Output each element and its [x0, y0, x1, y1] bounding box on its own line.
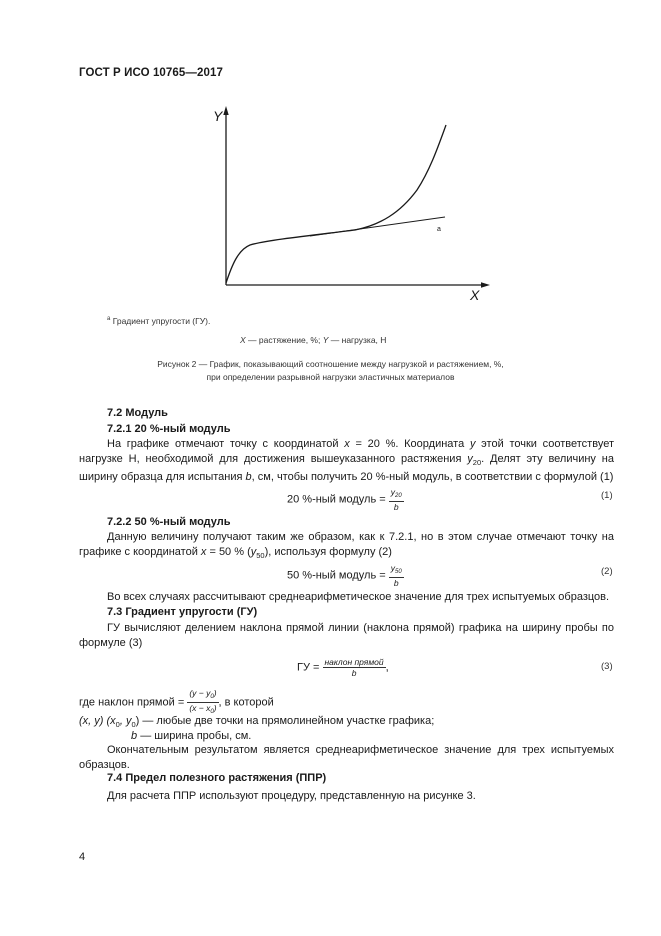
section-7-2-1-title: 7.2.1 20 %-ный модуль: [107, 423, 231, 435]
formula-3-fraction: $\frac{\text{наклон прямой}}{b}$: [324, 657, 384, 678]
y-axis-label: Y: [213, 108, 223, 124]
formula-2: 50 %-ный модуль = $\frac{y_{50}}{b}$: [287, 563, 402, 588]
formula-3: ГУ = $\frac{\text{наклон прямой}}{b}$ ,: [297, 657, 389, 678]
formula-1-fraction: $\frac{y_{20}}{b}$: [390, 487, 402, 512]
section-7-2-1-paragraph: На графике отмечают точку с координатой x = 20 %. Координата y этой точки соответствует нагрузке Н, необходимой для достижения вышеуказанного растяжения $y_{20}$. Делят эту величину на ширину образца для испытания b, см, чтобы получить 20 %-ный модуль, в соответствии с формулой (1): [79, 438, 614, 483]
definition-width: b — ширина пробы, см.: [131, 730, 252, 742]
x-axis-arrow: [481, 282, 490, 287]
figure-caption: [0, 358, 661, 384]
document-code: ГОСТ Р ИСО 10765—2017: [79, 67, 224, 79]
section-7-2-title: 7.2 Модуль: [107, 407, 168, 419]
final-result-paragraph: Окончательным результатом является среднеарифметическое значение для трех испытуемых образцов.: [79, 744, 614, 771]
tangent-marker: а: [437, 226, 441, 233]
section-7-2-2-paragraph: Данную величину получают таким же образом, как к 7.2.1, но в этом случае отмечают точку на графике с координатой x = 50 % $(y_{50})$, используя формулу (2): [79, 531, 614, 560]
footnote-mark: а: [107, 316, 111, 323]
legend-y-text: — нагрузка, Н: [330, 335, 387, 345]
all-cases-paragraph: Во всех случаях рассчитывают среднеарифметическое значение для трех испытуемых образцов.: [107, 591, 610, 603]
slope-definition: где наклон прямой = $\frac{(y - y_0)}{(x - x_0)}$ , в которой: [79, 688, 274, 715]
caption-line-2: при определении разрывной нагрузки эластичных материалов: [206, 372, 455, 382]
section-7-4-title: 7.4 Предел полезного растяжения (ППР): [107, 772, 327, 784]
caption-line-1: Рисунок 2 — График, показывающий соотношение между нагрузкой и растяжением, %,: [157, 359, 504, 369]
y-axis-arrow: [223, 106, 228, 115]
formula-2-number: (2): [601, 566, 613, 577]
footnote-text: Градиент упругости (ГУ).: [112, 316, 211, 326]
formula-3-number: (3): [601, 661, 613, 672]
x-axis-label: X: [470, 287, 480, 303]
section-7-4-paragraph: Для расчета ППР используют процедуру, представленную на рисунке 3.: [107, 790, 476, 802]
slope-fraction: $\frac{(y - y_0)}{(x - x_0)}$: [189, 688, 217, 715]
formula-1-number: (1): [601, 490, 613, 501]
section-7-3-paragraph: ГУ вычисляют делением наклона прямой линии (наклона прямой) графика на ширину пробы по формуле (3): [79, 622, 614, 649]
legend-y-var: Y: [322, 335, 329, 345]
load-extension-curve: [226, 125, 446, 283]
stress-strain-figure: [205, 105, 495, 305]
figure-legend: [240, 335, 386, 345]
legend-x-var: X: [240, 335, 246, 345]
tangent-line: [310, 217, 445, 236]
definition-points: (x, y) ($x_0$, $y_0$) — любые две точки на прямолинейном участке графика;: [79, 715, 435, 729]
formula-1: 20 %-ный модуль = $\frac{y_{20}}{b}$: [287, 487, 402, 512]
formula-2-fraction: $\frac{y_{50}}{b}$: [390, 563, 402, 588]
section-7-2-2-title: 7.2.2 50 %-ный модуль: [107, 516, 231, 528]
section-7-3-title: 7.3 Градиент упругости (ГУ): [107, 606, 258, 618]
page-number: 4: [79, 851, 86, 863]
legend-x-text: — растяжение, %;: [248, 335, 321, 345]
figure-footnote: [107, 316, 210, 326]
